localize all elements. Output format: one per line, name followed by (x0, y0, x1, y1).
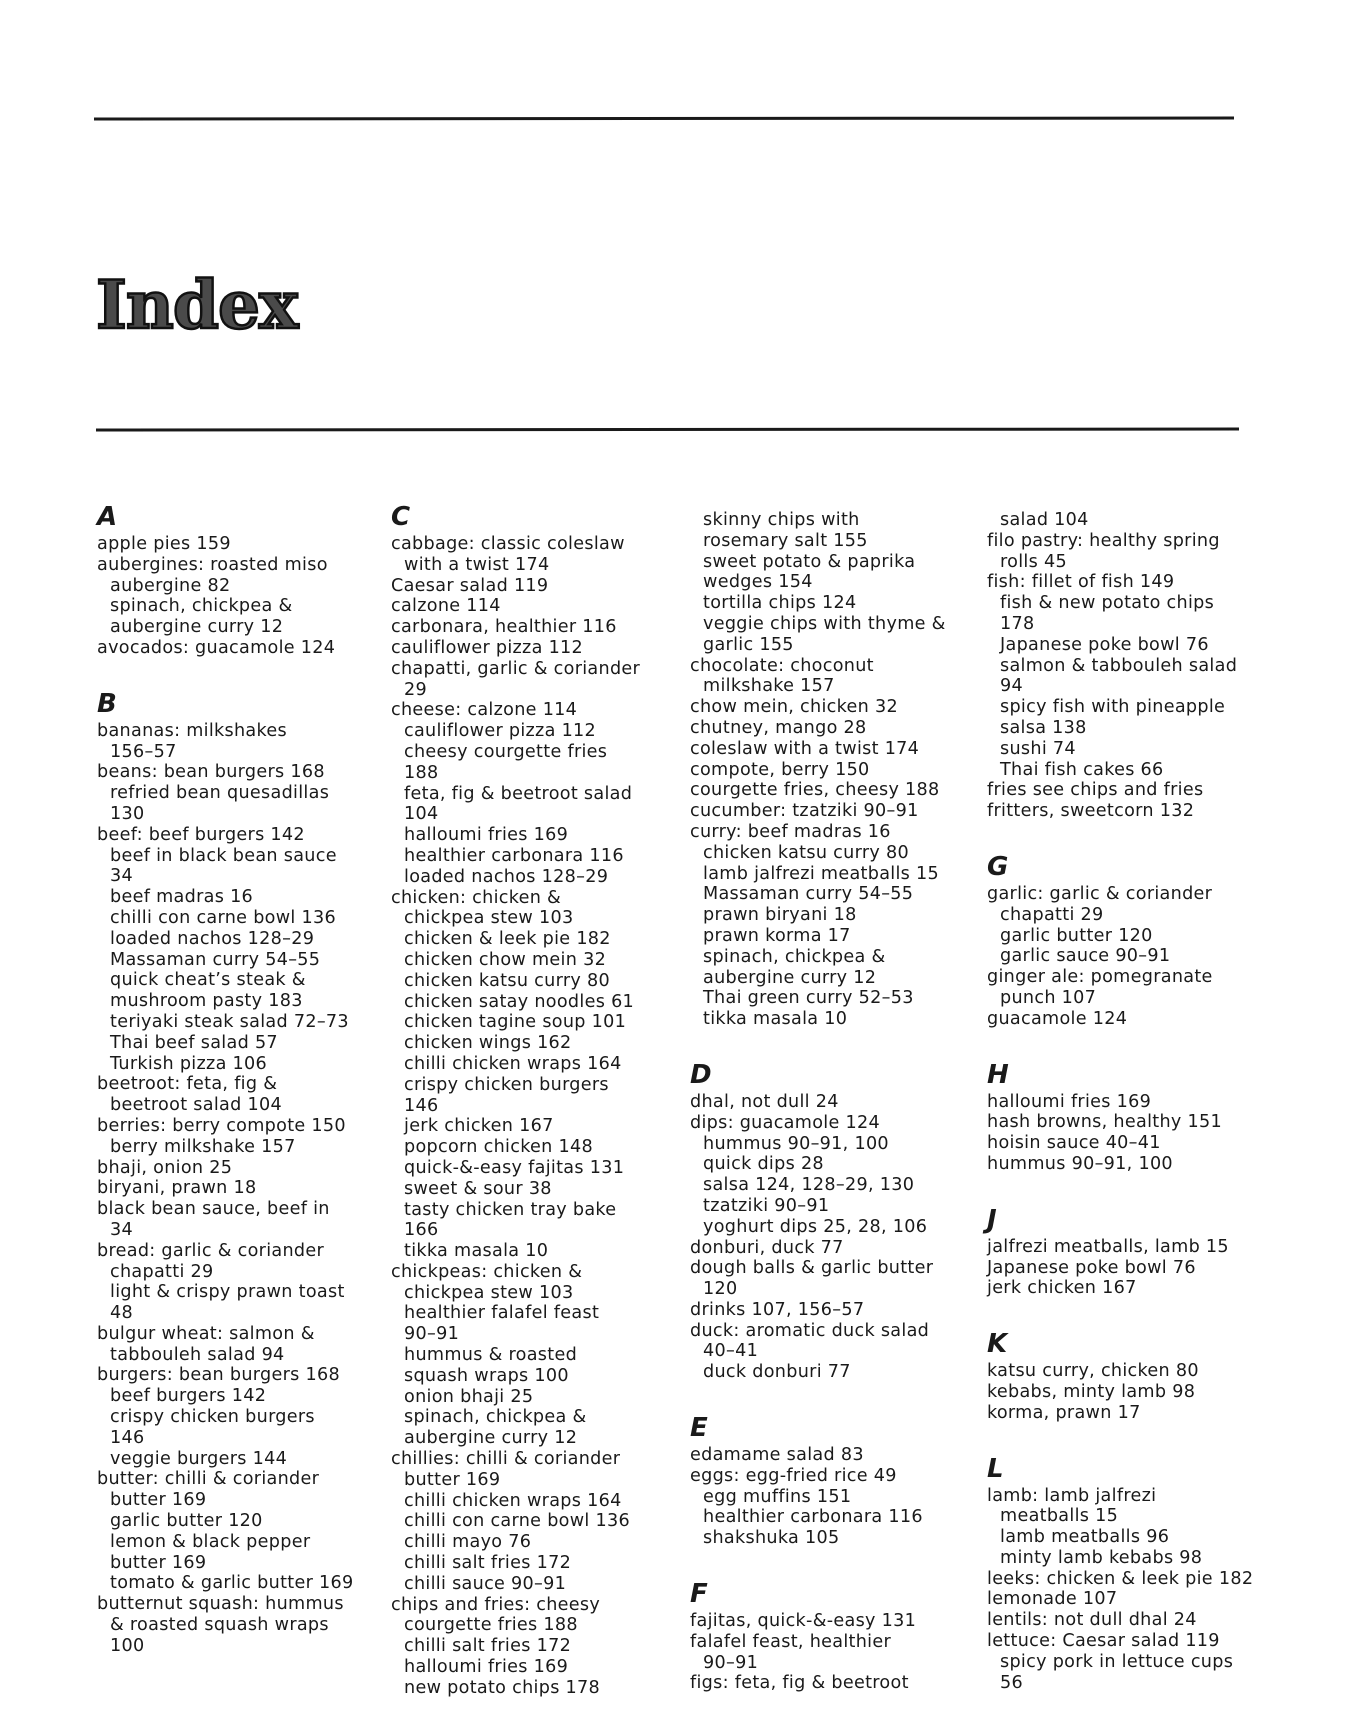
index-subentry: refried bean quesadillas (110, 783, 330, 804)
index-subentry: & roasted squash wraps (110, 1615, 329, 1636)
index-entry: lamb: lamb jalfrezi (987, 1485, 1157, 1506)
index-section-letter: L (987, 1453, 1004, 1484)
index-subentry: 90–91 (404, 1324, 460, 1345)
index-subentry: 94 (1000, 676, 1023, 697)
index-subentry: onion bhaji 25 (404, 1386, 534, 1407)
index-section-letter: F (690, 1579, 709, 1610)
index-entry: dough balls & garlic butter (690, 1258, 934, 1279)
index-section-letter: K (987, 1329, 1008, 1360)
index-subentry: salmon & tabbouleh salad (1000, 655, 1238, 676)
index-subentry: tortilla chips 124 (703, 593, 857, 614)
index-subentry: aubergine curry 12 (703, 967, 877, 988)
index-subentry: chicken & leek pie 182 (404, 929, 611, 950)
index-entry: chow mein, chicken 32 (690, 697, 898, 718)
index-subentry: healthier carbonara 116 (703, 1507, 923, 1528)
index-subentry: 188 (404, 762, 439, 783)
index-subentry: rolls 45 (1000, 551, 1067, 572)
index-subentry: lamb jalfrezi meatballs 15 (703, 863, 940, 884)
index-subentry: Thai beef salad 57 (110, 1032, 278, 1053)
index-subentry: beef madras 16 (110, 887, 254, 908)
index-entry: carbonara, healthier 116 (391, 617, 617, 638)
index-subentry: tomato & garlic butter 169 (110, 1573, 354, 1594)
index-subentry: loaded nachos 128–29 (110, 928, 315, 949)
index-subentry: lemon & black pepper (110, 1531, 311, 1552)
index-entry: dips: guacamole 124 (690, 1112, 880, 1133)
index-section-letter: J (987, 1204, 997, 1235)
index-subentry: aubergine 82 (110, 575, 231, 596)
index-entry: chapatti, garlic & coriander (391, 658, 641, 679)
index-entry: hash browns, healthy 151 (987, 1112, 1222, 1133)
index-subentry: salsa 124, 128–29, 130 (703, 1175, 915, 1196)
page-title: Index (96, 266, 298, 345)
index-entry: chickpeas: chicken & (391, 1261, 583, 1282)
index-subentry: 146 (404, 1095, 439, 1116)
index-subentry: fish & new potato chips (1000, 593, 1215, 614)
index-subentry: salsa 138 (1000, 717, 1087, 738)
index-subentry: cauliflower pizza 112 (404, 721, 597, 742)
index-subentry: prawn korma 17 (703, 925, 851, 946)
index-subentry: 48 (110, 1303, 133, 1324)
index-section-letter: B (97, 688, 118, 719)
index-subentry: halloumi fries 169 (404, 825, 569, 846)
index-section-letter: C (391, 502, 411, 532)
index-entry: chocolate: choconut (690, 655, 874, 676)
index-entry: compote, berry 150 (690, 759, 870, 780)
index-subentry: light & crispy prawn toast (110, 1282, 345, 1303)
index-entry: hoisin sauce 40–41 (987, 1133, 1161, 1154)
index-subentry: spicy fish with pineapple (1000, 697, 1226, 718)
index-subentry: spinach, chickpea & (110, 596, 293, 617)
index-entry: bananas: milkshakes (97, 720, 287, 741)
index-subentry: tzatziki 90–91 (703, 1195, 830, 1216)
index-entry: cabbage: classic coleslaw (391, 534, 625, 554)
index-subentry: garlic butter 120 (1000, 925, 1153, 946)
top-rule (94, 117, 1234, 121)
index-subentry: spinach, chickpea & (404, 1407, 587, 1428)
index-entry: garlic: garlic & coriander (987, 883, 1213, 904)
index-subentry: 34 (110, 866, 133, 887)
index-subentry: crispy chicken burgers (110, 1407, 315, 1428)
index-entry: calzone 114 (391, 596, 501, 617)
index-subentry: new potato chips 178 (404, 1677, 601, 1698)
index-subentry: salad 104 (1000, 510, 1089, 530)
index-entry: jalfrezi meatballs, lamb 15 (987, 1236, 1229, 1257)
index-subentry: cheesy courgette fries (404, 741, 608, 762)
index-entry: butternut squash: hummus (97, 1594, 344, 1615)
index-subentry: courgette fries 188 (404, 1615, 578, 1636)
index-subentry: butter 169 (110, 1490, 207, 1511)
index-subentry: chicken chow mein 32 (404, 949, 607, 970)
index-entry: duck: aromatic duck salad (690, 1320, 930, 1341)
index-subentry: garlic 155 (703, 634, 794, 655)
index-entry: Japanese poke bowl 76 (987, 1257, 1196, 1278)
index-entry: fish: fillet of fish 149 (987, 572, 1175, 593)
index-subentry: aubergine curry 12 (404, 1428, 578, 1449)
index-entry: lentils: not dull dhal 24 (987, 1610, 1197, 1631)
title-rule (96, 428, 1239, 432)
index-subentry: popcorn chicken 148 (404, 1137, 593, 1158)
index-subentry: beetroot salad 104 (110, 1095, 282, 1116)
index-subentry: chicken tagine soup 101 (404, 1012, 627, 1033)
index-entry: chicken: chicken & (391, 887, 562, 908)
index-subentry: punch 107 (1000, 987, 1097, 1008)
index-subentry: quick dips 28 (703, 1154, 824, 1175)
index-column-4 (987, 510, 1272, 1693)
index-entry: bulgur wheat: salmon & (97, 1323, 315, 1344)
index-subentry: healthier falafel feast (404, 1303, 600, 1324)
index-subentry: 100 (110, 1635, 145, 1656)
index-entry: chutney, mango 28 (690, 717, 867, 738)
index-entry: dhal, not dull 24 (690, 1091, 839, 1112)
index-subentry: chilli salt fries 172 (404, 1636, 572, 1657)
index-subentry: Thai fish cakes 66 (1000, 759, 1164, 780)
index-entry: hummus 90–91, 100 (987, 1153, 1173, 1174)
index-subentry: 120 (703, 1279, 738, 1300)
index-subentry: 34 (110, 1219, 133, 1240)
index-column-2 (391, 502, 676, 1699)
index-subentry: tasty chicken tray bake (404, 1199, 617, 1220)
index-subentry: 156–57 (110, 741, 177, 762)
index-subentry: yoghurt dips 25, 28, 106 (703, 1216, 928, 1237)
index-entry: donburi, duck 77 (690, 1237, 844, 1258)
index-entry: filo pastry: healthy spring (987, 530, 1220, 551)
index-subentry: spinach, chickpea & (703, 946, 886, 967)
index-entry: fajitas, quick-&-easy 131 (690, 1611, 917, 1632)
index-entry: edamame salad 83 (690, 1445, 864, 1466)
index-subentry: chapatti 29 (110, 1261, 214, 1282)
index-subentry: berry milkshake 157 (110, 1136, 296, 1157)
index-entry: fritters, sweetcorn 132 (987, 801, 1195, 822)
index-subentry: quick cheat’s steak & (110, 970, 306, 991)
index-subentry: 29 (404, 679, 427, 700)
index-column-3 (690, 510, 975, 1694)
index-subentry: squash wraps 100 (404, 1365, 569, 1386)
index-entry: biryani, prawn 18 (97, 1178, 257, 1199)
index-subentry: feta, fig & beetroot salad (404, 783, 633, 804)
index-entry: avocados: guacamole 124 (97, 637, 336, 658)
index-subentry: chicken katsu curry 80 (703, 842, 909, 863)
index-subentry: beef in black bean sauce (110, 845, 337, 866)
index-subentry: hummus & roasted (404, 1345, 578, 1366)
index-subentry: garlic butter 120 (110, 1511, 263, 1532)
index-subentry: chickpea stew 103 (404, 1282, 574, 1303)
index-subentry: quick-&-easy fajitas 131 (404, 1157, 625, 1178)
index-subentry: butter 169 (110, 1552, 207, 1573)
index-subentry: chilli mayo 76 (404, 1532, 532, 1553)
index-section-letter: H (987, 1059, 1010, 1090)
index-entry: drinks 107, 156–57 (690, 1299, 865, 1320)
index-subentry: tabbouleh salad 94 (110, 1344, 285, 1365)
index-subentry: 146 (110, 1427, 145, 1448)
index-entry: fries see chips and fries (987, 780, 1204, 801)
index-subentry: chilli chicken wraps 164 (404, 1053, 622, 1074)
index-entry: coleslaw with a twist 174 (690, 738, 920, 759)
index-entry: figs: feta, fig & beetroot (690, 1673, 909, 1694)
index-subentry: chilli chicken wraps 164 (404, 1490, 622, 1511)
index-subentry: spicy pork in lettuce cups (1000, 1651, 1234, 1672)
index-entry: burgers: bean burgers 168 (97, 1365, 340, 1386)
index-subentry: chilli con carne bowl 136 (404, 1511, 630, 1532)
index-entry: cauliflower pizza 112 (391, 637, 584, 658)
index-section-letter: A (97, 502, 118, 532)
index-entry: cucumber: tzatziki 90–91 (690, 801, 919, 822)
index-entry: black bean sauce, beef in (97, 1199, 330, 1220)
index-subentry: chilli salt fries 172 (404, 1553, 572, 1574)
index-subentry: meatballs 15 (1000, 1506, 1119, 1527)
index-entry: ginger ale: pomegranate (987, 967, 1213, 988)
index-subentry: 178 (1000, 613, 1035, 634)
index-subentry: aubergine curry 12 (110, 617, 284, 638)
index-entry: apple pies 159 (97, 534, 231, 554)
index-entry: kebabs, minty lamb 98 (987, 1381, 1196, 1402)
index-subentry: loaded nachos 128–29 (404, 866, 609, 887)
index-subentry: teriyaki steak salad 72–73 (110, 1011, 349, 1032)
index-entry: cheese: calzone 114 (391, 700, 578, 721)
index-subentry: sweet potato & paprika (703, 551, 916, 572)
index-section-letter: G (987, 851, 1009, 882)
index-subentry: garlic sauce 90–91 (1000, 946, 1171, 967)
index-subentry: rosemary salt 155 (703, 530, 868, 551)
index-subentry: milkshake 157 (703, 676, 835, 697)
index-subentry: lamb meatballs 96 (1000, 1527, 1170, 1548)
index-entry: beans: bean burgers 168 (97, 762, 325, 783)
index-subentry: with a twist 174 (404, 554, 550, 575)
index-subentry: shakshuka 105 (703, 1528, 840, 1549)
index-column-1 (97, 502, 382, 1657)
index-subentry: chicken wings 162 (404, 1033, 572, 1054)
index-subentry: veggie chips with thyme & (703, 613, 946, 634)
index-entry: chips and fries: cheesy (391, 1594, 601, 1615)
index-subentry: chicken katsu curry 80 (404, 970, 610, 991)
index-subentry: chilli con carne bowl 136 (110, 907, 336, 928)
index-entry: korma, prawn 17 (987, 1402, 1141, 1423)
index-entry: aubergines: roasted miso (97, 554, 328, 575)
index-subentry: skinny chips with (703, 510, 860, 530)
index-subentry: Massaman curry 54–55 (110, 949, 321, 970)
index-subentry: tikka masala 10 (703, 1009, 848, 1030)
index-subentry: sweet & sour 38 (404, 1178, 552, 1199)
index-entry: curry: beef madras 16 (690, 821, 891, 842)
index-entry: lettuce: Caesar salad 119 (987, 1631, 1220, 1652)
index-entry: Caesar salad 119 (391, 575, 549, 596)
index-subentry: healthier carbonara 116 (404, 845, 624, 866)
index-subentry: beef burgers 142 (110, 1386, 267, 1407)
index-subentry: Japanese poke bowl 76 (1000, 634, 1209, 655)
index-subentry: chilli sauce 90–91 (404, 1573, 567, 1594)
index-entry: courgette fries, cheesy 188 (690, 780, 940, 801)
index-subentry: tikka masala 10 (404, 1241, 549, 1262)
index-entry: berries: berry compote 150 (97, 1115, 346, 1136)
index-subentry: sushi 74 (1000, 738, 1076, 759)
index-subentry: crispy chicken burgers (404, 1074, 609, 1095)
index-entry: leeks: chicken & leek pie 182 (987, 1568, 1254, 1589)
index-entry: jerk chicken 167 (987, 1278, 1137, 1299)
index-entry: butter: chilli & coriander (97, 1469, 320, 1490)
index-entry: bhaji, onion 25 (97, 1157, 233, 1178)
index-subentry: minty lamb kebabs 98 (1000, 1547, 1203, 1568)
index-entry: halloumi fries 169 (987, 1091, 1152, 1112)
index-subentry: wedges 154 (703, 572, 813, 593)
index-subentry: Massaman curry 54–55 (703, 884, 914, 905)
index-subentry: mushroom pasty 183 (110, 991, 303, 1012)
index-subentry: 40–41 (703, 1341, 759, 1362)
index-subentry: chapatti 29 (1000, 904, 1104, 925)
index-entry: beef: beef burgers 142 (97, 824, 305, 845)
index-section-letter: E (690, 1413, 709, 1444)
index-subentry: jerk chicken 167 (404, 1116, 554, 1137)
index-subentry: 166 (404, 1220, 439, 1241)
index-subentry: duck donburi 77 (703, 1362, 851, 1383)
index-subentry: 104 (404, 804, 439, 825)
index-entry: eggs: egg-fried rice 49 (690, 1465, 897, 1486)
index-entry: falafel feast, healthier (690, 1631, 892, 1652)
index-entry: chillies: chilli & coriander (391, 1449, 621, 1470)
index-entry: lemonade 107 (987, 1589, 1118, 1610)
index-subentry: 130 (110, 803, 145, 824)
index-subentry: 90–91 (703, 1652, 759, 1673)
index-entry: katsu curry, chicken 80 (987, 1361, 1199, 1382)
index-subentry: Turkish pizza 106 (110, 1053, 268, 1074)
index-subentry: prawn biryani 18 (703, 905, 857, 926)
index-subentry: chicken satay noodles 61 (404, 991, 635, 1012)
index-entry: guacamole 124 (987, 1008, 1128, 1029)
index-subentry: veggie burgers 144 (110, 1448, 288, 1469)
index-subentry: chickpea stew 103 (404, 908, 574, 929)
index-entry: bread: garlic & coriander (97, 1240, 325, 1261)
index-subentry: Thai green curry 52–53 (703, 988, 914, 1009)
index-subentry: egg muffins 151 (703, 1486, 852, 1507)
index-subentry: hummus 90–91, 100 (703, 1133, 889, 1154)
index-entry: beetroot: feta, fig & (97, 1074, 278, 1095)
index-subentry: butter 169 (404, 1469, 501, 1490)
index-section-letter: D (690, 1059, 712, 1090)
index-subentry: 56 (1000, 1672, 1023, 1693)
index-subentry: halloumi fries 169 (404, 1657, 569, 1678)
